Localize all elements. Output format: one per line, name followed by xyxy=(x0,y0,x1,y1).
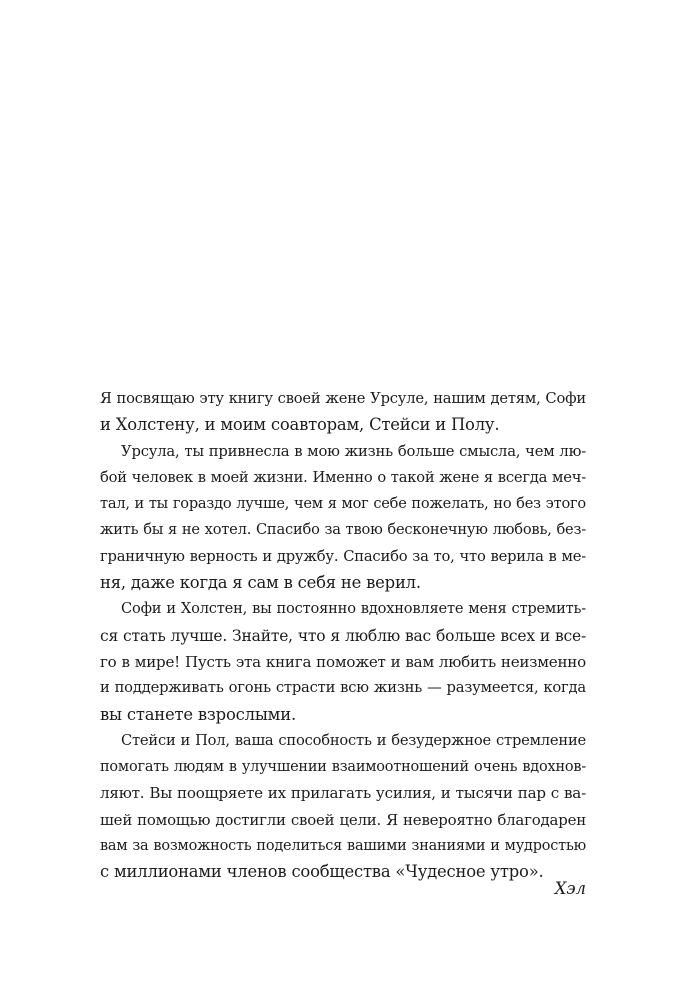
dedication-line: помогать людям в улучшении взаимоотношений очень вдохнов- xyxy=(100,759,586,776)
dedication-line: ся стать лучше. Знайте, что я люблю вас больше всех и все- xyxy=(100,626,586,645)
dedication-text xyxy=(100,386,586,886)
dedication-line: ляют. Вы поощряете их прилагать усилия, и тысячи пар с ва- xyxy=(100,784,586,803)
dedication-line: жить бы я не хотел. Спасибо за твою бесконечную любовь, без- xyxy=(100,521,586,539)
dedication-line: шей помощью достигли своей цели. Я невероятно благодарен xyxy=(100,810,586,829)
dedication-line: и Холстену, и моим соавторам, Стейси и Полу. xyxy=(100,415,500,435)
dedication-line: бой человек в моей жизни. Именно о такой жене я всегда меч- xyxy=(100,468,586,486)
dedication-line: с миллионами членов сообщества «Чудесное утро». xyxy=(100,862,544,882)
dedication-line: Софи и Холстен, вы постоянно вдохновляете меня стремить- xyxy=(121,600,586,618)
dedication-line: тал, и ты гораздо лучше, чем я мог себе пожелать, но без этого xyxy=(100,495,586,513)
dedication-line: граничную верность и дружбу. Спасибо за то, что верила в ме- xyxy=(100,547,586,565)
dedication-line: вы станете взрослыми. xyxy=(100,704,296,724)
dedication-line: Стейси и Пол, ваша способность и безудержное стремление xyxy=(121,731,586,749)
dedication-line: Я посвящаю эту книгу своей жене Урсуле, нашим детям, Софи xyxy=(100,390,586,407)
dedication-line: и поддерживать огонь страсти всю жизнь — разумеется, когда xyxy=(100,679,586,697)
dedication-line: Урсула, ты привнесла в мою жизнь больше смысла, чем лю- xyxy=(121,442,586,460)
dedication-line: го в мире! Пусть эта книга поможет и вам любить неизменно xyxy=(100,652,586,671)
dedication-line: ня, даже когда я сам в себя не верил. xyxy=(100,573,421,593)
signature: Хэл xyxy=(554,879,586,898)
dedication-line: вам за возможность поделиться вашими знаниями и мудростью xyxy=(100,838,586,855)
